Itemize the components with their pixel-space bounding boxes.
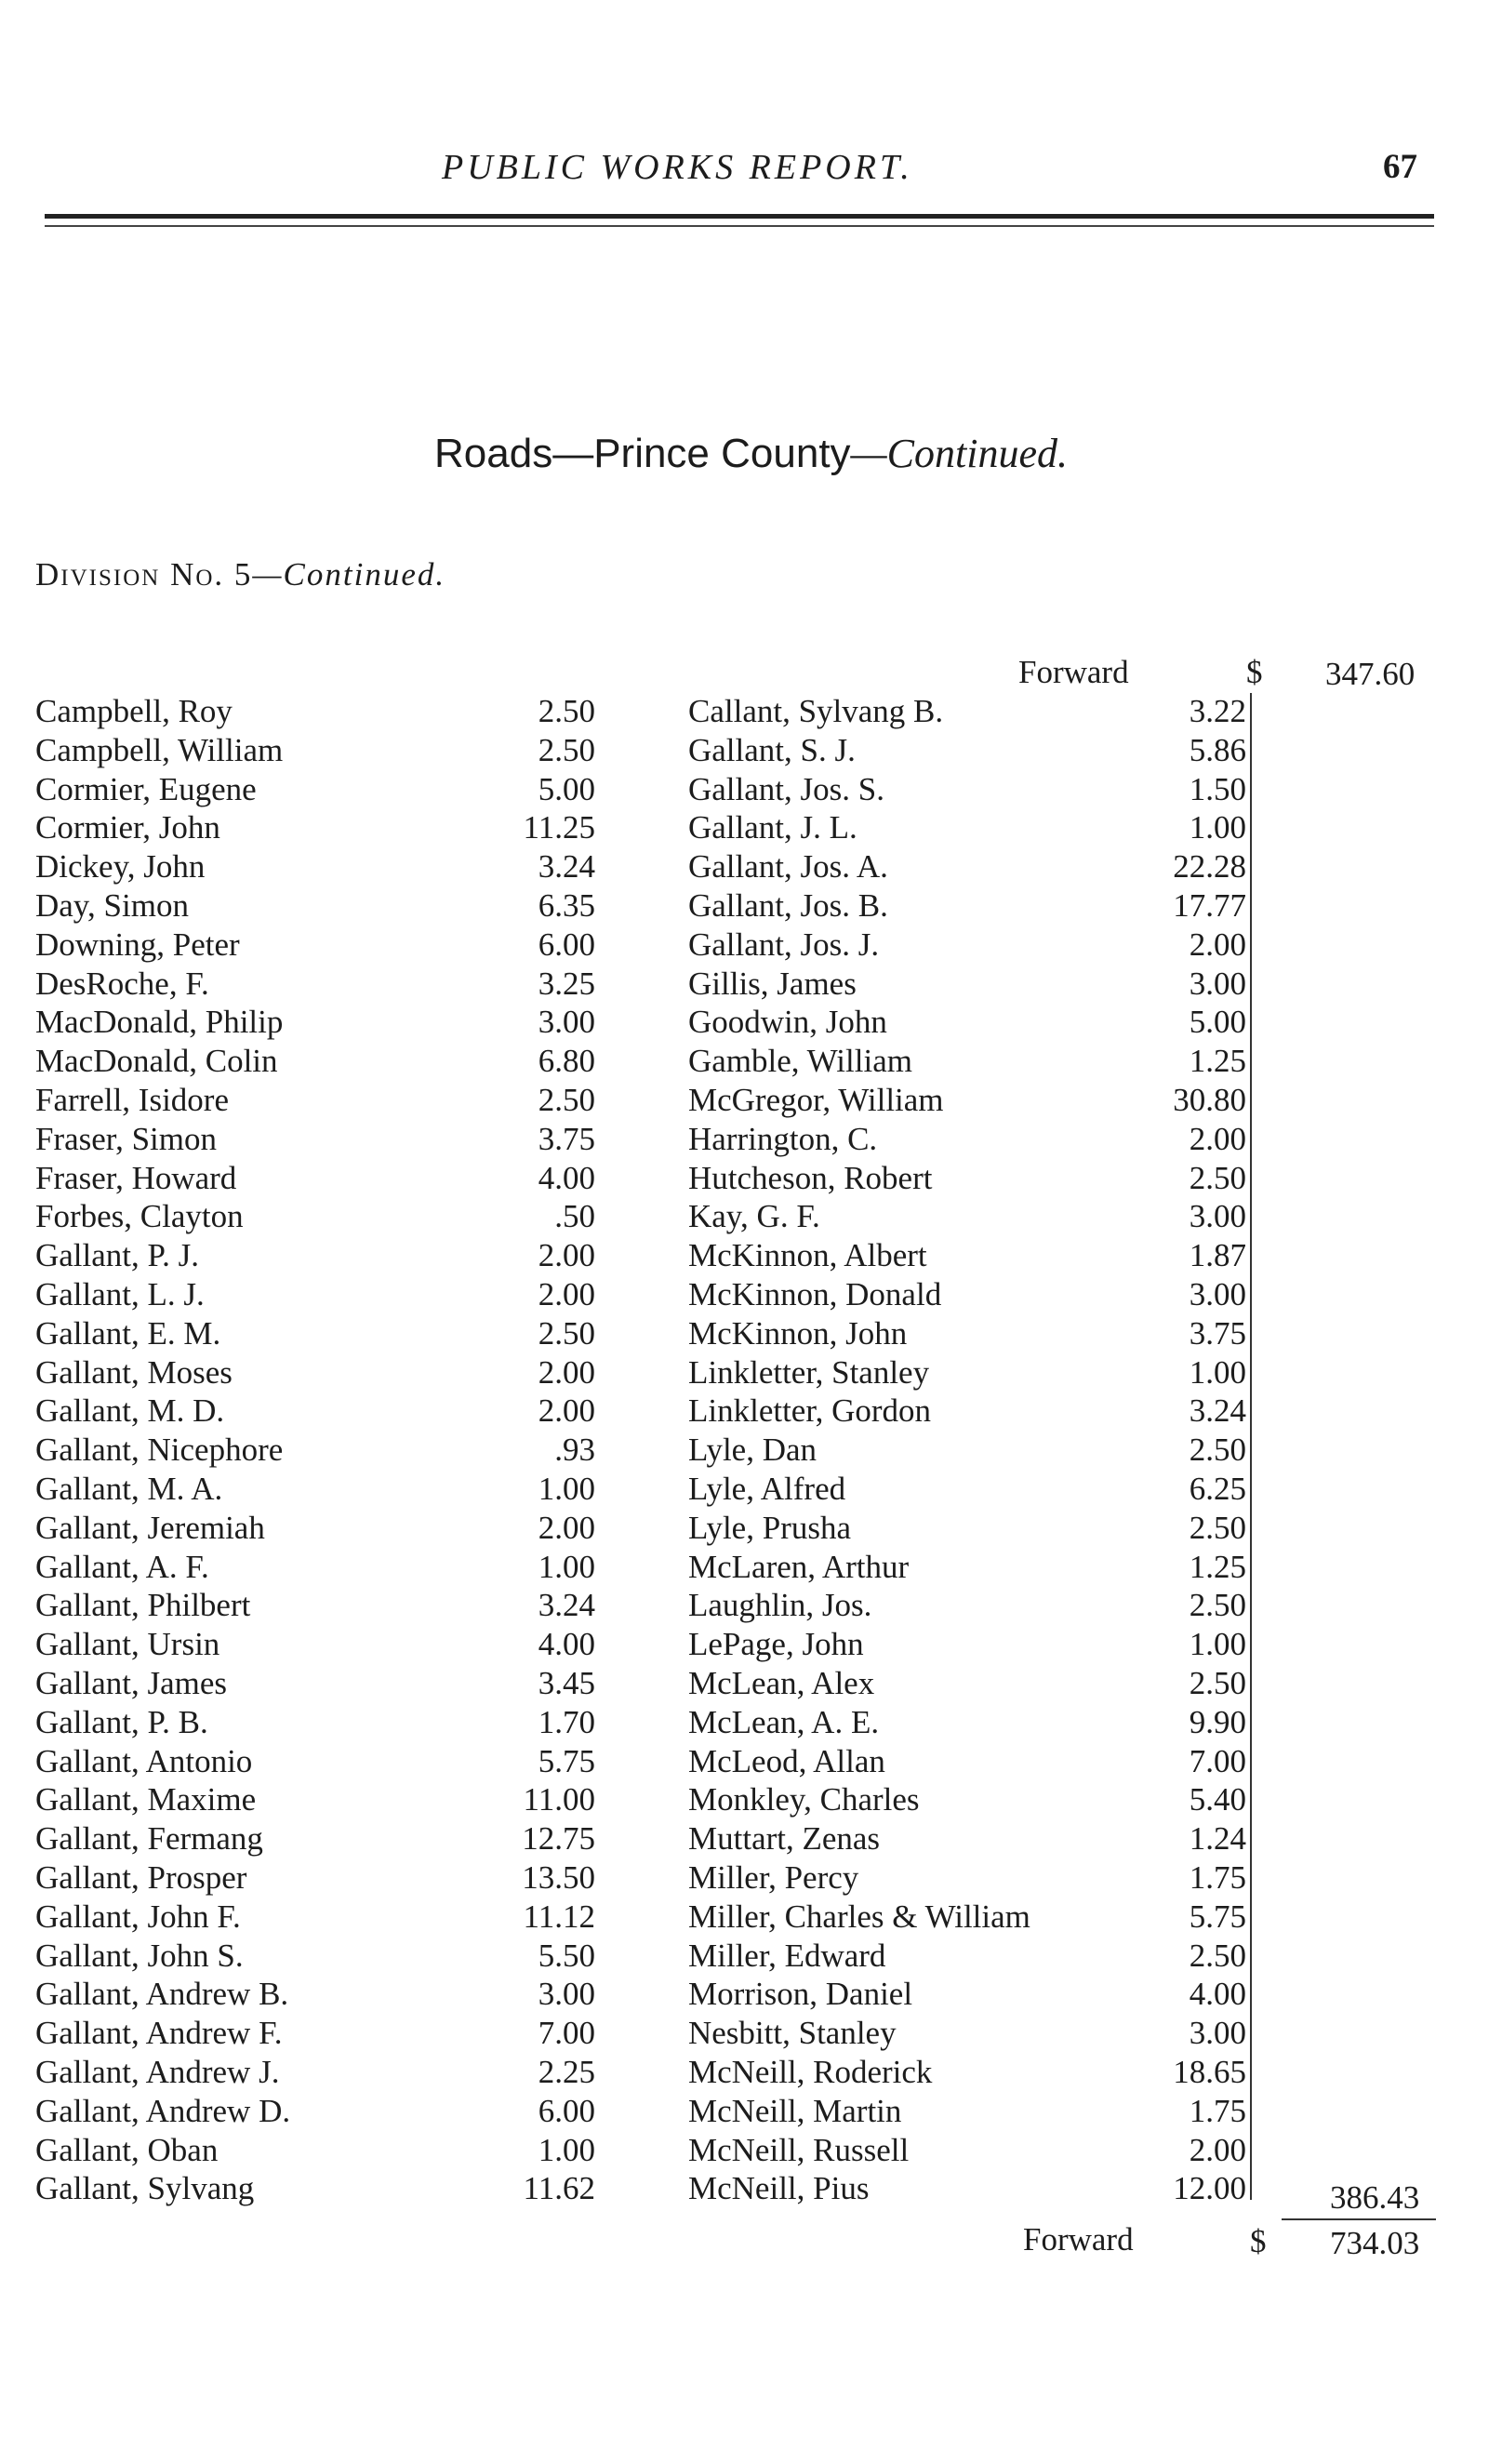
payment-amount: 2.00 [538, 1509, 595, 1546]
payment-amount: 3.22 [1189, 693, 1246, 729]
page-subtotal: 386.43 [1330, 2179, 1420, 2216]
payee-name: Harrington, C. [688, 1120, 878, 1157]
right-ledger-row [0, 2054, 1502, 2093]
payee-name: Laughlin, Jos. [688, 1587, 872, 1624]
header-rule-thick [45, 214, 1434, 219]
payment-amount: 2.50 [1189, 1159, 1246, 1196]
payment-amount: 1.25 [1189, 1548, 1246, 1585]
payment-amount: 30.80 [1173, 1082, 1246, 1118]
right-ledger-row [0, 1432, 1502, 1471]
payment-amount: 1.24 [1189, 1820, 1246, 1858]
right-ledger-row [0, 809, 1502, 848]
payment-amount: 3.00 [1189, 2015, 1246, 2052]
payee-name: Gallant, S. J. [688, 731, 856, 768]
right-ledger-row [0, 1938, 1502, 1977]
payee-name: Lyle, Dan [688, 1432, 817, 1469]
payment-amount: 2.00 [538, 1353, 595, 1391]
payment-amount: 2.00 [1189, 2131, 1246, 2168]
section-title-continued: —Continued. [850, 431, 1068, 476]
payment-amount: 6.00 [538, 2092, 595, 2129]
payee-name: LePage, John [688, 1626, 864, 1663]
payee-name: Morrison, Daniel [688, 1976, 913, 2013]
right-ledger-row [0, 1198, 1502, 1237]
payment-amount: 2.25 [538, 2054, 595, 2090]
payment-amount: 13.50 [522, 1859, 595, 1896]
division-continued: —Continued. [252, 556, 446, 593]
payment-amount: 12.75 [522, 1820, 595, 1858]
division-label: Division No. 5 [35, 556, 253, 593]
payment-amount: 1.00 [538, 1471, 595, 1507]
payee-name: Gallant, Jos. A. [688, 848, 888, 886]
payee-name: Campbell, William [35, 731, 284, 768]
right-ledger-row [0, 771, 1502, 810]
payment-amount: 6.80 [538, 1043, 595, 1080]
forward-top-dollar: $ [1246, 654, 1263, 690]
payee-name: Gallant, Jos. B. [688, 887, 888, 924]
forward-bottom-dollar: $ [1250, 2223, 1267, 2259]
payment-amount: 1.75 [1189, 2092, 1246, 2129]
payment-amount: 2.00 [1189, 926, 1246, 963]
payee-name: Cormier, John [35, 809, 220, 846]
payee-name: Gallant, Nicephore [35, 1432, 284, 1469]
payment-amount: 2.50 [538, 731, 595, 768]
right-ledger-row [0, 1898, 1502, 1938]
payee-name: McLean, A. E. [688, 1703, 880, 1740]
running-title: PUBLIC WORKS REPORT. [442, 148, 913, 187]
payment-amount: 7.00 [538, 2015, 595, 2052]
payee-name: Linkletter, Stanley [688, 1353, 930, 1391]
payment-amount: 18.65 [1173, 2054, 1246, 2090]
payee-name: Farrell, Isidore [35, 1082, 229, 1118]
payment-amount: 2.50 [538, 1082, 595, 1118]
payee-name: Gallant, E. M. [35, 1314, 221, 1352]
section-title-main: Roads—Prince County [434, 431, 851, 476]
forward-bottom-label: Forward [1023, 2221, 1134, 2258]
payee-name: McLaren, Arthur [688, 1548, 910, 1585]
right-ledger-row [0, 1354, 1502, 1393]
payee-name: Gallant, Maxime [35, 1781, 257, 1818]
payee-name: McLean, Alex [688, 1665, 875, 1701]
payee-name: Nesbitt, Stanley [688, 2015, 897, 2052]
section-title [0, 430, 1502, 477]
payment-amount: 11.25 [523, 809, 595, 846]
payment-amount: 3.75 [538, 1120, 595, 1157]
payee-name: Gallant, M. A. [35, 1471, 223, 1507]
payment-amount: 3.00 [538, 1976, 595, 2013]
payment-amount: 3.25 [538, 965, 595, 1002]
payee-name: Gallant, J. L. [688, 809, 857, 846]
payment-amount: 1.50 [1189, 770, 1246, 807]
payee-name: Dickey, John [35, 848, 206, 886]
payment-amount: 1.00 [1189, 809, 1246, 846]
right-ledger-row [0, 887, 1502, 926]
payee-name: Gallant, Oban [35, 2131, 219, 2168]
payee-name: Linkletter, Gordon [688, 1392, 932, 1430]
header-rule-thin [45, 225, 1434, 227]
payment-amount: 5.00 [1189, 1004, 1246, 1041]
payment-amount: 4.00 [538, 1626, 595, 1663]
payee-name: Gamble, William [688, 1043, 912, 1080]
payee-name: Gallant, Sylvang [35, 2170, 255, 2207]
payee-name: Gallant, P. J. [35, 1237, 199, 1274]
payment-amount: 1.00 [538, 2131, 595, 2168]
right-ledger-row [0, 2015, 1502, 2054]
payee-name: Cormier, Eugene [35, 770, 257, 807]
payment-amount: 1.25 [1189, 1043, 1246, 1080]
payment-amount: 2.50 [1189, 1509, 1246, 1546]
payee-name: Gallant, Andrew B. [35, 1976, 289, 2013]
right-ledger-row [0, 1082, 1502, 1121]
payment-amount: 6.35 [538, 887, 595, 924]
running-header [0, 147, 1502, 193]
right-ledger-row [0, 1626, 1502, 1665]
page-number: 67 [1383, 148, 1417, 186]
payment-amount: 1.87 [1189, 1237, 1246, 1274]
right-ledger-row [0, 1743, 1502, 1782]
right-ledger-row [0, 693, 1502, 732]
payment-amount: 5.50 [538, 1937, 595, 1974]
payee-name: Kay, G. F. [688, 1198, 820, 1235]
payee-name: Gallant, Ursin [35, 1626, 220, 1663]
payee-name: Hutcheson, Robert [688, 1159, 933, 1196]
payment-amount: 3.45 [538, 1665, 595, 1701]
payment-amount: 3.00 [1189, 1276, 1246, 1312]
payee-name: Gallant, Moses [35, 1353, 233, 1391]
right-ledger-row [0, 1549, 1502, 1588]
payment-amount: 1.00 [538, 1548, 595, 1585]
payee-name: McKinnon, Albert [688, 1237, 927, 1274]
payee-name: Forbes, Clayton [35, 1198, 244, 1235]
payment-amount: 11.62 [523, 2170, 595, 2207]
payment-amount: 2.50 [1189, 1937, 1246, 1974]
payment-amount: 2.50 [1189, 1665, 1246, 1701]
payment-amount: 3.75 [1189, 1314, 1246, 1352]
division-title [35, 556, 445, 593]
right-ledger-row [0, 1510, 1502, 1549]
payee-name: Gallant, M. D. [35, 1392, 225, 1430]
payee-name: Gallant, Philbert [35, 1587, 251, 1624]
payment-amount: 2.00 [538, 1276, 595, 1312]
payee-name: MacDonald, Colin [35, 1043, 278, 1080]
right-ledger-row [0, 732, 1502, 771]
payment-amount: 1.75 [1189, 1859, 1246, 1896]
payee-name: Gallant, Jeremiah [35, 1509, 265, 1546]
right-ledger-row [0, 1471, 1502, 1510]
payment-amount: 5.75 [538, 1742, 595, 1779]
right-ledger-row [0, 2132, 1502, 2171]
payment-amount: 2.50 [538, 693, 595, 729]
payee-name: Fraser, Howard [35, 1159, 237, 1196]
payment-amount: 4.00 [538, 1159, 595, 1196]
payment-amount: 3.24 [1189, 1392, 1246, 1430]
payee-name: Miller, Percy [688, 1859, 859, 1896]
right-ledger-row [0, 1704, 1502, 1743]
payee-name: Gallant, Andrew F. [35, 2015, 283, 2052]
right-ledger-row [0, 1276, 1502, 1315]
payee-name: Miller, Charles & William [688, 1898, 1030, 1935]
payee-name: Gallant, Andrew J. [35, 2054, 280, 2090]
payment-amount: 22.28 [1173, 848, 1246, 886]
payment-amount: 3.24 [538, 1587, 595, 1624]
payment-amount: 2.50 [1189, 1587, 1246, 1624]
right-ledger-row [0, 1976, 1502, 2015]
right-ledger-row [0, 2170, 1502, 2209]
payee-name: Monkley, Charles [688, 1781, 920, 1818]
payee-name: MacDonald, Philip [35, 1004, 284, 1041]
payment-amount: 4.00 [1189, 1976, 1246, 2013]
right-ledger-row [0, 848, 1502, 887]
right-ledger-row [0, 2093, 1502, 2132]
payment-amount: 1.00 [1189, 1626, 1246, 1663]
payee-name: Gallant, James [35, 1665, 228, 1701]
payment-amount: 11.00 [523, 1781, 595, 1818]
subtotal-underline [1282, 2218, 1436, 2220]
payee-name: Gallant, Fermang [35, 1820, 263, 1858]
payment-amount: 7.00 [1189, 1742, 1246, 1779]
payment-amount: 11.12 [523, 1898, 595, 1935]
payee-name: Muttart, Zenas [688, 1820, 881, 1858]
payee-name: McNeill, Roderick [688, 2054, 933, 2090]
payment-amount: 6.25 [1189, 1471, 1246, 1507]
payment-amount: 2.00 [1189, 1120, 1246, 1157]
payee-name: McKinnon, John [688, 1314, 908, 1352]
right-ledger-row [0, 1121, 1502, 1160]
forward-top-label: Forward [1018, 654, 1129, 690]
payment-amount: .93 [554, 1432, 595, 1469]
payment-amount: 1.00 [1189, 1353, 1246, 1391]
payment-amount: 5.86 [1189, 731, 1246, 768]
payee-name: Gillis, James [688, 965, 857, 1002]
payee-name: McNeill, Russell [688, 2131, 910, 2168]
payment-amount: 9.90 [1189, 1703, 1246, 1740]
right-ledger-row [0, 1043, 1502, 1082]
payment-amount: 1.70 [538, 1703, 595, 1740]
right-ledger-row [0, 1392, 1502, 1432]
payment-amount: 3.00 [1189, 1198, 1246, 1235]
payee-name: McGregor, William [688, 1082, 944, 1118]
payee-name: McLeod, Allan [688, 1742, 885, 1779]
payee-name: McNeill, Pius [688, 2170, 870, 2207]
payee-name: Lyle, Prusha [688, 1509, 851, 1546]
payment-amount: 2.00 [538, 1237, 595, 1274]
payee-name: DesRoche, F. [35, 965, 209, 1002]
right-ledger-row [0, 1587, 1502, 1626]
payee-name: Day, Simon [35, 887, 189, 924]
payee-name: Miller, Edward [688, 1937, 886, 1974]
right-ledger-row [0, 1237, 1502, 1276]
payee-name: Gallant, John F. [35, 1898, 241, 1935]
payment-amount: 3.00 [538, 1004, 595, 1041]
payment-amount: 5.00 [538, 770, 595, 807]
payment-amount: 6.00 [538, 926, 595, 963]
payee-name: Gallant, Jos. S. [688, 770, 884, 807]
right-ledger-row [0, 1665, 1502, 1704]
payee-name: Gallant, Andrew D. [35, 2092, 291, 2129]
payment-amount: 5.40 [1189, 1781, 1246, 1818]
payment-amount: .50 [554, 1198, 595, 1235]
right-ledger-row [0, 966, 1502, 1005]
payee-name: Fraser, Simon [35, 1120, 217, 1157]
payment-amount: 3.24 [538, 848, 595, 886]
payment-amount: 2.50 [1189, 1432, 1246, 1469]
payee-name: McKinnon, Donald [688, 1276, 942, 1312]
payee-name: Gallant, L. J. [35, 1276, 205, 1312]
payment-amount: 2.00 [538, 1392, 595, 1430]
right-ledger-row [0, 1781, 1502, 1820]
right-ledger-row [0, 1859, 1502, 1898]
right-ledger-row [0, 1315, 1502, 1354]
right-ledger-row [0, 1820, 1502, 1859]
payment-amount: 3.00 [1189, 965, 1246, 1002]
forward-bottom-amount: 734.03 [1330, 2225, 1420, 2261]
payee-name: Gallant, Antonio [35, 1742, 253, 1779]
payee-name: Gallant, John S. [35, 1937, 244, 1974]
payee-name: Callant, Sylvang B. [688, 693, 944, 729]
payee-name: Campbell, Roy [35, 693, 233, 729]
payee-name: McNeill, Martin [688, 2092, 902, 2129]
payee-name: Downing, Peter [35, 926, 240, 963]
payment-amount: 12.00 [1173, 2170, 1246, 2207]
payment-amount: 5.75 [1189, 1898, 1246, 1935]
right-ledger-row [0, 926, 1502, 966]
payee-name: Gallant, Prosper [35, 1859, 247, 1896]
right-ledger-row [0, 1004, 1502, 1043]
payee-name: Gallant, P. B. [35, 1703, 208, 1740]
payee-name: Goodwin, John [688, 1004, 887, 1041]
right-ledger-row [0, 1160, 1502, 1199]
forward-top-amount: 347.60 [1325, 656, 1416, 692]
payee-name: Gallant, A. F. [35, 1548, 209, 1585]
payee-name: Gallant, Jos. J. [688, 926, 880, 963]
payment-amount: 2.50 [538, 1314, 595, 1352]
payment-amount: 17.77 [1173, 887, 1246, 924]
payee-name: Lyle, Alfred [688, 1471, 846, 1507]
